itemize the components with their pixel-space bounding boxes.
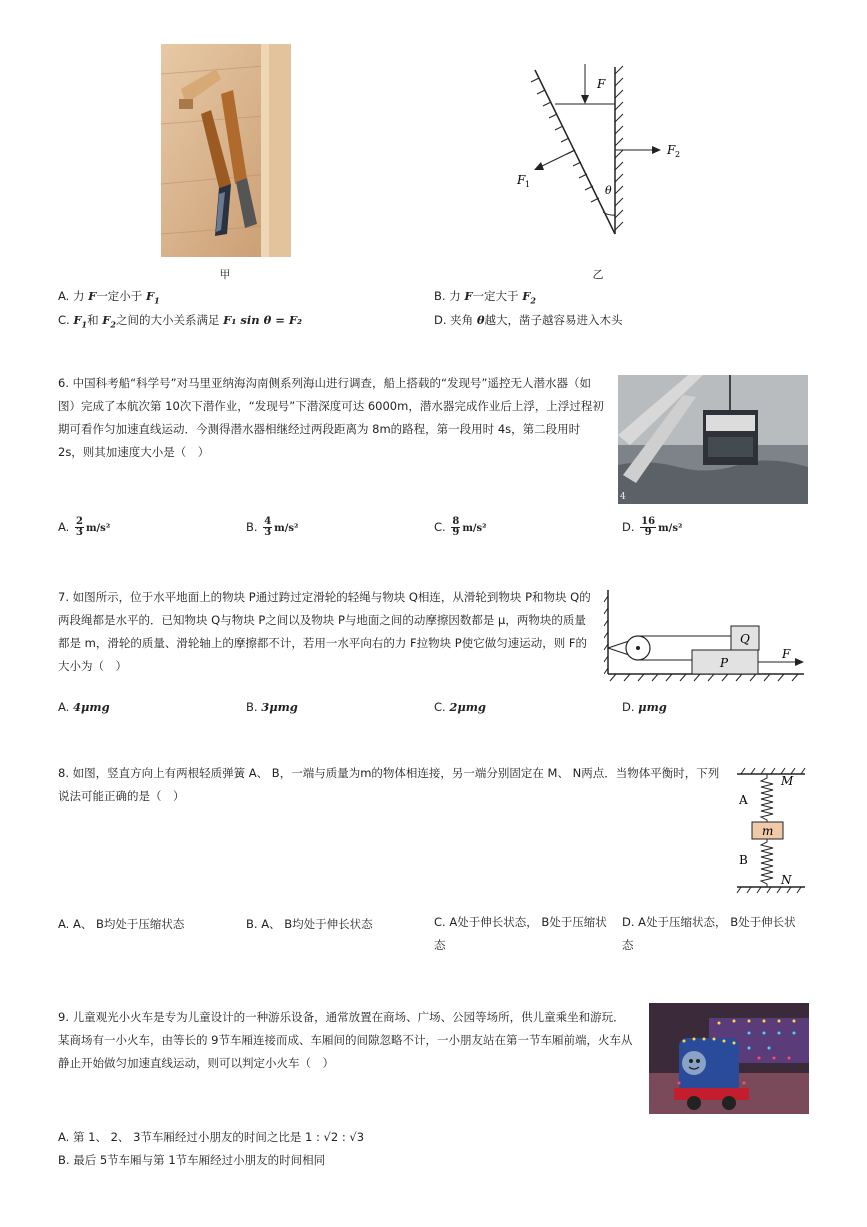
- q6-option-d[interactable]: D. $\frac{16}{9}$ m/s²: [622, 516, 683, 538]
- q5-option-d[interactable]: D. 夹角 θ越大，凿子越容易进入木头: [434, 313, 623, 327]
- q9-option-b[interactable]: B. 最后 5节车厢与第 1节车厢经过小朋友的时间相同: [58, 1153, 326, 1167]
- q7-option-d[interactable]: D. μmg: [622, 700, 667, 714]
- q8-option-d[interactable]: D. A处于压缩状态， B处于伸长状态: [622, 915, 796, 952]
- q9-question-text: 9. 儿童观光小火车是专为儿童设计的一种游乐设备，通常放置在商场、广场、公园等场所，供儿童乘坐和游玩．某商场有一小火车，由等长的 9节车厢连接而成、车厢间的间隙忽略不计，一小朋友站在第一节车厢前端，火车从静止开始做匀加速直线运动，则可以判定小火车（ ）: [58, 1010, 633, 1070]
- force-f1-sub: 1: [525, 180, 531, 189]
- spring-mass-diagram: [735, 766, 807, 894]
- theta-label: θ: [605, 184, 612, 197]
- q5-option-b[interactable]: B. 力 F一定大于 $F_2$: [434, 289, 536, 306]
- svg-text:4: 4: [620, 492, 626, 502]
- force-f2-sub: 2: [675, 150, 681, 159]
- q5-option-a[interactable]: A. 力 F一定小于 $F_1$: [58, 289, 160, 306]
- q8-option-a[interactable]: A. A、 B均处于压缩状态: [58, 917, 185, 931]
- submersible-photo: [618, 375, 808, 504]
- q6-question-text: 6. 中国科考船“科学号”对马里亚纳海沟南侧系列海山进行调查，船上搭载的“发现号”遥控无人潜水器（如图）完成了本航次第 10次下潜作业，“发现号”下潜深度可达 6000m，潜水器完成作业后上浮，上浮过程初期可看作匀加速直线运动．今测得潜水器相继经过两段距离为 8m的路程，第一段用时 4s，第二段用时 2s，则其加速度大小是（ ）: [58, 376, 604, 459]
- chisel-photo: [161, 44, 291, 257]
- force-f-label: F: [782, 647, 791, 661]
- q7-option-c[interactable]: C. 2μmg: [434, 700, 486, 714]
- q6-option-c[interactable]: C. $\frac{8}{9}$ m/s²: [434, 516, 487, 538]
- wedge-force-diagram: [505, 62, 695, 242]
- q7-option-b[interactable]: B. 3μmg: [246, 700, 298, 714]
- figure-caption-yi: 乙: [592, 268, 604, 281]
- force-f-label: F: [597, 77, 606, 91]
- point-n-label: N: [781, 873, 792, 887]
- q8-option-c[interactable]: C. A处于伸长状态， B处于压缩状态: [434, 915, 607, 952]
- pulley-block-diagram: [604, 588, 807, 683]
- q9-option-a[interactable]: A. 第 1、 2、 3节车厢经过小朋友的时间之比是 1 : √2 : √3: [58, 1130, 365, 1144]
- block-p-label: P: [720, 656, 729, 670]
- spring-a-label: A: [739, 793, 748, 807]
- point-m-label: M: [781, 774, 794, 788]
- q5-option-c[interactable]: C. $F_1$和 $F_2$之间的大小关系满足 F₁ sin θ = F₂: [58, 313, 303, 330]
- kids-train-photo: [649, 1003, 809, 1114]
- q6-option-b[interactable]: B. $\frac{4}{3}$ m/s²: [246, 516, 299, 538]
- figure-caption-jia: 甲: [219, 268, 231, 281]
- spring-b-label: B: [739, 853, 748, 867]
- q8-question-text: 8. 如图，竖直方向上有两根轻质弹簧 A、 B，一端与质量为m的物体相连接，另一端分别固定在 M、 N两点．当物体平衡时，下列说法可能正确的是（ ）: [58, 766, 720, 803]
- block-q-label: Q: [740, 632, 750, 646]
- q8-option-b[interactable]: B. A、 B均处于伸长状态: [246, 917, 373, 931]
- q7-option-a[interactable]: A. 4μmg: [58, 700, 110, 714]
- mass-m-label: m: [762, 824, 774, 838]
- q6-option-a[interactable]: A. $\frac{2}{3}$ m/s²: [58, 516, 111, 538]
- force-f2-label: F: [667, 143, 676, 157]
- q7-question-text: 7. 如图所示，位于水平地面上的物块 P通过跨过定滑轮的轻绳与物块 Q相连，从滑轮到物块 P和物块 Q的两段绳都是水平的．已知物块 Q与物块 P之间以及物块 P与地面之间的动摩擦因数都是 μ，两物块的质量都是 m，滑轮的质量、滑轮轴上的摩擦都不计，若用一水平向右的力 F拉物块 P使它做匀速运动，则 F的大小为（ ）: [58, 590, 591, 673]
- force-f1-label: F: [517, 173, 526, 187]
